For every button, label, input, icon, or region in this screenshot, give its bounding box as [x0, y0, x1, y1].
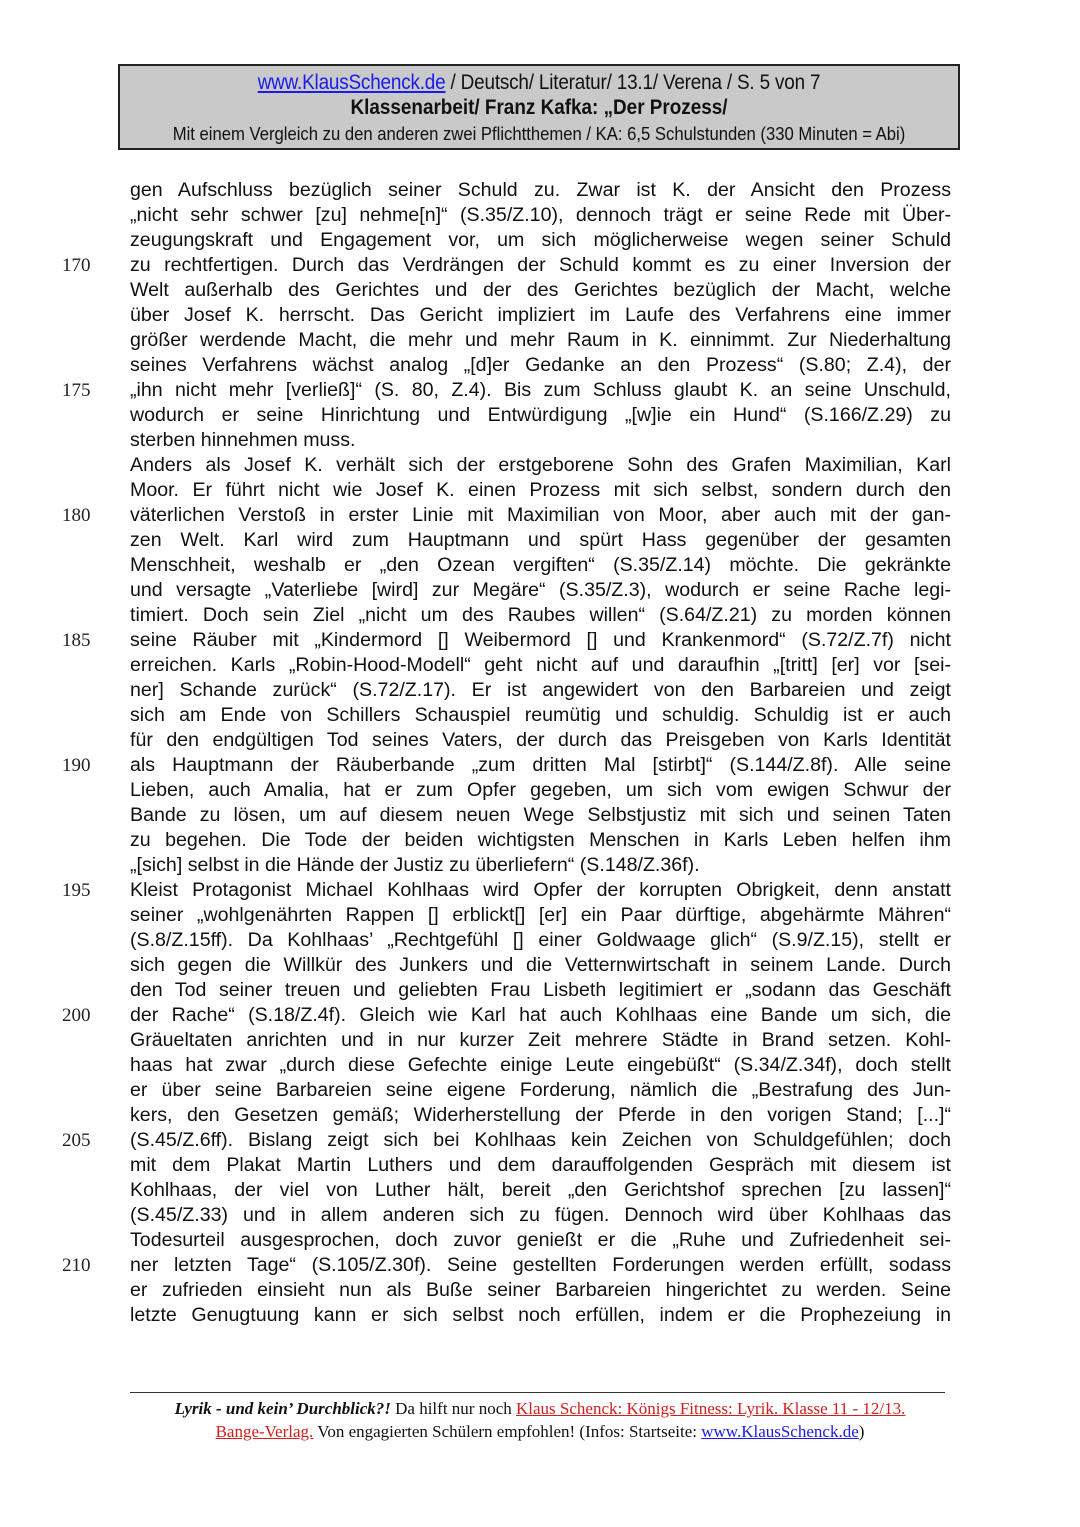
line-text: Anders als Josef K. verhält sich der erstgeborene Sohn des Grafen Maximilian, Karl: [130, 454, 951, 476]
document-subtitle: Mit einem Vergleich zu den anderen zwei Pflichtthemen / KA: 6,5 Schulstunden (330 Minuten = Abi): [172, 123, 906, 144]
text-line: [0, 853, 1080, 878]
text-line: [0, 1153, 1080, 1178]
page-header: [118, 64, 960, 150]
line-text: Moor. Er führt nicht wie Josef K. einen Prozess mit sich selbst, sondern durch den: [130, 479, 951, 501]
text-line: [0, 653, 1080, 678]
text-line: [0, 728, 1080, 753]
text-line: [0, 1103, 1080, 1128]
text-line: [0, 978, 1080, 1003]
text-line: [0, 1053, 1080, 1078]
text-line: [0, 328, 1080, 353]
text-line: [0, 1003, 1080, 1028]
text-line: [0, 203, 1080, 228]
line-text: (S.8/Z.15ff). Da Kohlhaas’ „Rechtgefühl [] einer Goldwaage glich“ (S.9/Z.15), stellt er: [130, 929, 951, 951]
text-line: [0, 378, 1080, 403]
footer-text: Da hilft nur noch: [390, 1399, 516, 1418]
line-number: 190: [62, 755, 91, 776]
text-line: [0, 503, 1080, 528]
footer-slogan: Lyrik - und kein’ Durchblick?!: [174, 1399, 391, 1418]
text-line: [0, 553, 1080, 578]
line-text: Menschheit, weshalb er „den Ozean vergiften“ (S.35/Z.14) möchte. Die gekränkte: [130, 554, 951, 576]
line-text: Bande zu lösen, um auf diesem neuen Wege Selbstjustiz mit sich und seinen Taten: [130, 804, 951, 826]
line-number: 210: [62, 1255, 91, 1276]
line-text: haas hat zwar „durch diese Gefechte einige Leute eingebüßt“ (S.34/Z.34f), doch stellt: [130, 1054, 951, 1076]
line-text: der Rache“ (S.18/Z.4f). Gleich wie Karl hat auch Kohlhaas eine Bande um sich, die: [130, 1004, 951, 1026]
line-number: 170: [62, 255, 91, 276]
text-line: [0, 603, 1080, 628]
line-text: mit dem Plakat Martin Luthers und dem darauffolgenden Gespräch mit diesem ist: [130, 1154, 951, 1176]
text-line: [0, 278, 1080, 303]
text-line: [0, 1253, 1080, 1278]
text-line: [0, 1203, 1080, 1228]
line-text: „nicht sehr schwer [zu] nehme[n]“ (S.35/Z.10), dennoch trägt er seine Rede mit Über-: [130, 204, 951, 226]
text-line: [0, 403, 1080, 428]
text-line: [0, 778, 1080, 803]
line-text: (S.45/Z.33) und in allem anderen sich zu fügen. Dennoch wird über Kohlhaas das: [130, 1204, 951, 1226]
line-text: sterben hinnehmen muss.: [130, 429, 356, 451]
page-footer: [120, 1397, 960, 1443]
footer-website-link[interactable]: www.KlausSchenck.de: [701, 1422, 859, 1441]
text-line: [0, 228, 1080, 253]
text-line: [0, 1178, 1080, 1203]
line-text: als Hauptmann der Räuberbande „zum dritten Mal [stirbt]“ (S.144/Z.8f). Alle seine: [130, 754, 951, 776]
text-line: [0, 253, 1080, 278]
line-text: zen Welt. Karl wird zum Hauptmann und spürt Hass gegenüber der gesamten: [130, 529, 951, 551]
line-text: Kohlhaas, der viel von Luther hält, bereit „den Gerichtshof sprechen [zu lassen]“: [130, 1179, 951, 1201]
text-line: [0, 703, 1080, 728]
document-body: [0, 178, 1080, 1328]
line-text: gen Aufschluss bezüglich seiner Schuld zu. Zwar ist K. der Ansicht den Prozess: [130, 179, 951, 201]
text-line: [0, 878, 1080, 903]
line-text: den Tod seiner treuen und geliebten Frau Lisbeth legitimiert er „sodann das Geschäft: [130, 979, 951, 1001]
line-text: sich gegen die Willkür des Junkers und die Vetternwirtschaft in seinem Lande. Durch: [130, 954, 951, 976]
text-line: [0, 1278, 1080, 1303]
line-text: timiert. Doch sein Ziel „nicht um des Raubes willen“ (S.64/Z.21) zu morden können: [130, 604, 951, 626]
line-text: seine Räuber mit „Kindermord [] Weibermord [] und Krankenmord“ (S.72/Z.7f) nicht: [130, 629, 951, 651]
text-line: [0, 1078, 1080, 1103]
header-breadcrumb: / Deutsch/ Literatur/ 13.1/ Verena / S. 5 von 7: [445, 71, 821, 94]
document-title: Klassenarbeit/ Franz Kafka: „Der Prozess/: [350, 96, 728, 119]
line-text: väterlichen Verstoß in erster Linie mit Maximilian von Moor, aber auch mit der gan-: [130, 504, 951, 526]
text-line: [0, 828, 1080, 853]
line-text: erreichen. Karls „Robin-Hood-Modell“ geht nicht auf und daraufhin „[tritt] [er] vor [sei-: [130, 654, 951, 676]
line-text: „[sich] selbst in die Hände der Justiz zu überliefern“ (S.148/Z.36f).: [130, 854, 700, 876]
line-number: 205: [62, 1130, 91, 1151]
text-line: [0, 903, 1080, 928]
line-text: Welt außerhalb des Gerichtes und der des Gerichtes bezüglich der Macht, welche: [130, 279, 951, 301]
text-line: [0, 428, 1080, 453]
line-text: wodurch er seine Hinrichtung und Entwürdigung „[w]ie ein Hund“ (S.166/Z.29) zu: [130, 404, 951, 426]
text-line: [0, 953, 1080, 978]
book-link[interactable]: Klaus Schenck: Königs Fitness: Lyrik. Klasse 11 - 12/13.: [516, 1399, 906, 1418]
line-text: über Josef K. herrscht. Das Gericht impliziert im Laufe des Verfahrens eine immer: [130, 304, 951, 326]
line-text: und versagte „Vaterliebe [wird] zur Megäre“ (S.35/Z.3), wodurch er seine Rache legi-: [130, 579, 951, 601]
line-text: größer werdende Macht, die mehr und mehr Raum in K. einnimmt. Zur Niederhaltung: [130, 329, 951, 351]
line-text: sich am Ende von Schillers Schauspiel reumütig und schuldig. Schuldig ist er auch: [130, 704, 951, 726]
line-text: „ihn nicht mehr [verließ]“ (S. 80, Z.4). Bis zum Schluss glaubt K. an seine Unschuld,: [130, 379, 951, 401]
line-text: er über seine Barbareien seine eigene Forderung, nämlich die „Bestrafung des Jun-: [130, 1079, 951, 1101]
text-line: [0, 753, 1080, 778]
footer-divider: [130, 1392, 945, 1393]
text-line: [0, 1128, 1080, 1153]
line-text: seiner „wohlgenährten Rappen [] erblickt[] [er] ein Paar dürftige, abgehärmte Mähren“: [130, 904, 951, 926]
line-text: seines Verfahrens wächst analog „[d]er Gedanke an den Prozess“ (S.80; Z.4), der: [130, 354, 951, 376]
publisher-link[interactable]: Bange-Verlag.: [215, 1422, 314, 1441]
text-line: [0, 1028, 1080, 1053]
text-line: [0, 1228, 1080, 1253]
line-text: ner] Schande zurück“ (S.72/Z.17). Er ist angewidert von den Barbareien und zeigt: [130, 679, 951, 701]
footer-close: ): [858, 1422, 865, 1441]
line-number: 180: [62, 505, 91, 526]
line-text: kers, den Gesetzen gemäß; Widerherstellung der Pferde in den vorigen Stand; [...]“: [130, 1104, 951, 1126]
footer-text-2: Von engagierten Schülern empfohlen! (Infos: Startseite:: [313, 1422, 702, 1441]
text-line: [0, 628, 1080, 653]
line-text: Kleist Protagonist Michael Kohlhaas wird Opfer der korrupten Obrigkeit, denn anstatt: [130, 879, 951, 901]
text-line: [0, 578, 1080, 603]
header-line: [162, 71, 916, 95]
line-text: für den endgültigen Tod seines Vaters, der durch das Preisgeben von Karls Identität: [130, 729, 951, 751]
text-line: [0, 303, 1080, 328]
line-number: 185: [62, 630, 91, 651]
website-link[interactable]: www.KlausSchenck.de: [257, 71, 446, 94]
line-text: letzte Genugtuung kann er sich selbst noch erfüllen, indem er die Prophezeiung in: [130, 1304, 951, 1326]
line-text: Gräueltaten anrichten und in nur kurzer Zeit mehrere Städte in Brand setzen. Kohl-: [130, 1029, 951, 1051]
line-text: Lieben, auch Amalia, hat er zum Opfer gegeben, um sich vom ewigen Schwur der: [130, 779, 951, 801]
text-line: [0, 928, 1080, 953]
line-text: (S.45/Z.6ff). Bislang zeigt sich bei Kohlhaas kein Zeichen von Schuldgefühlen; doch: [130, 1129, 951, 1151]
text-line: [0, 353, 1080, 378]
text-line: [0, 453, 1080, 478]
line-text: zu begehen. Die Tode der beiden wichtigsten Menschen in Karls Leben helfen ihm: [130, 829, 951, 851]
text-line: [0, 478, 1080, 503]
line-number: 200: [62, 1005, 91, 1026]
line-text: zu rechtfertigen. Durch das Verdrängen der Schuld kommt es zu einer Inversion der: [130, 254, 951, 276]
text-line: [0, 678, 1080, 703]
line-text: er zufrieden einsieht nun als Buße seiner Barbareien hingerichtet zu werden. Seine: [130, 1279, 951, 1301]
line-text: ner letzten Tage“ (S.105/Z.30f). Seine gestellten Forderungen werden erfüllt, sodass: [130, 1254, 951, 1276]
line-number: 195: [62, 880, 91, 901]
text-line: [0, 803, 1080, 828]
line-text: Todesurteil ausgesprochen, doch zuvor genießt er die „Ruhe und Zufriedenheit sei-: [130, 1229, 951, 1251]
text-line: [0, 178, 1080, 203]
text-line: [0, 528, 1080, 553]
text-line: [0, 1303, 1080, 1328]
line-text: zeugungskraft und Engagement vor, um sich möglicherweise wegen seiner Schuld: [130, 229, 951, 251]
line-number: 175: [62, 380, 91, 401]
